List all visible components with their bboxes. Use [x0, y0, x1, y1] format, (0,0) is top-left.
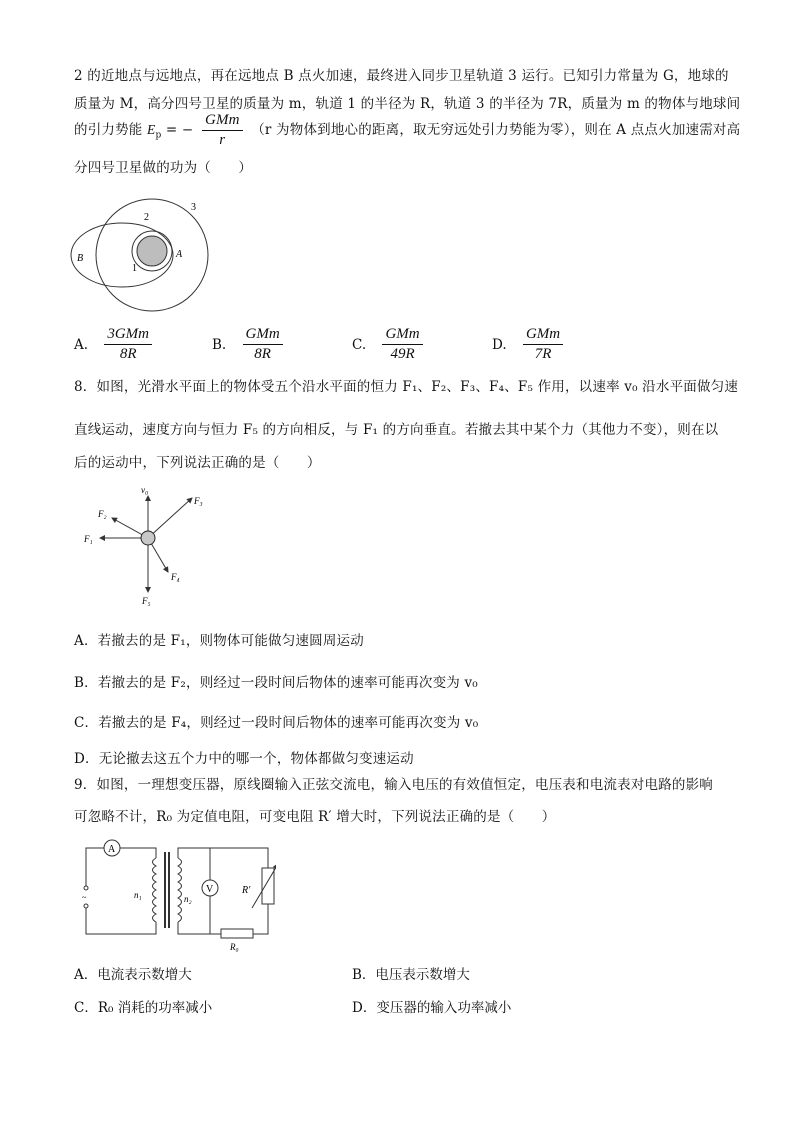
earth-shape [137, 236, 167, 266]
ep-denominator: r [219, 132, 226, 148]
secondary-coil [178, 858, 182, 922]
label-f5: F₅ [142, 596, 151, 606]
label-f2: F₂ [98, 509, 107, 519]
orbit-diagram [70, 195, 230, 315]
q7-text-line-1: 2 的近地点与远地点，再在远地点 B 点火加速，最终进入同步卫星轨道 3 运行。已知引力常量为 G，地球的 [74, 68, 729, 84]
voltmeter-label: V [206, 884, 214, 895]
option-letter: B. [212, 336, 227, 353]
fixed-resistor-r0 [221, 929, 253, 938]
orbit-label-2: 2 [144, 212, 149, 223]
option-denominator: 8R [254, 346, 271, 362]
q8-option-a[interactable]: A．若撤去的是 F₁，则物体可能做匀速圆周运动 [74, 633, 364, 649]
option-fraction [104, 326, 152, 363]
label-f3: F₃ [194, 496, 203, 506]
q7-option-d[interactable] [492, 326, 567, 363]
option-letter: C. [352, 336, 367, 353]
q7-option-b[interactable] [212, 326, 287, 363]
q8-text-line-3: 后的运动中，下列说法正确的是（ ） [74, 455, 321, 471]
label-f4: F₄ [171, 572, 180, 582]
input-terminal-top [84, 886, 88, 890]
q7-option-c[interactable] [352, 326, 427, 363]
option-numerator: GMm [243, 326, 283, 345]
object-ball [141, 531, 155, 545]
q9-text-line-2: 可忽略不计，R₀ 为定值电阻，可变电阻 R′ 增大时，下列说法正确的是（ ） [74, 809, 556, 825]
q9-text-line-1: 9．如图，一理想变压器，原线圈输入正弦交流电，输入电压的有效值恒定，电压表和电流表对电路的影响 [74, 777, 713, 793]
q7-text-line-4: 分四号卫星做的功为（ ） [74, 160, 253, 176]
ep-subscript: p [155, 130, 162, 141]
label-f1: F₁ [84, 534, 93, 544]
f3-arrow [148, 498, 192, 538]
q7-text-line-3 [74, 112, 740, 149]
point-label-B: B [77, 253, 84, 264]
option-fraction [243, 326, 283, 363]
option-numerator: GMm [382, 326, 422, 345]
q8-option-c[interactable]: C．若撤去的是 F₄，则经过一段时间后物体的速率可能再次变为 v₀ [74, 715, 479, 731]
option-fraction [523, 326, 563, 363]
option-letter: D. [492, 336, 507, 353]
ep-numerator: GMm [202, 112, 243, 131]
q9-option-a[interactable]: A．电流表示数增大 [74, 967, 192, 983]
ammeter-label: A [108, 844, 116, 855]
option-denominator: 8R [119, 346, 137, 362]
option-numerator: 3GMm [104, 326, 152, 345]
q8-option-b[interactable]: B．若撤去的是 F₂，则经过一段时间后物体的速率可能再次变为 v₀ [74, 675, 478, 691]
q9-option-b[interactable]: B．电压表示数增大 [352, 967, 470, 983]
input-terminal-bottom [84, 904, 88, 908]
ep-equals: = − [165, 122, 194, 138]
label-v0: v₀ [141, 485, 149, 495]
q7-text-line-2: 质量为 M，高分四号卫星的质量为 m，轨道 1 的半径为 R，轨道 3 的半径为 7R，质量为 m 的物体与地球间 [74, 96, 741, 112]
ep-fraction [202, 112, 243, 149]
option-denominator: 7R [534, 346, 552, 362]
orbit-label-3: 3 [191, 202, 196, 213]
transformer-circuit [76, 838, 276, 952]
option-letter: A. [74, 336, 89, 353]
q8-text-line-2: 直线运动，速度方向与恒力 F₅ 的方向相反，与 F₁ 的方向垂直。若撤去其中某个力（其他力不变），则在以 [74, 422, 719, 438]
r0-label: R₀ [230, 942, 239, 952]
ep-symbol: E [147, 122, 156, 137]
q9-option-d[interactable]: D．变压器的输入功率减小 [352, 1000, 512, 1016]
orbit-label-1: 1 [132, 263, 137, 274]
q8-text-line-1: 8．如图，光滑水平面上的物体受五个沿水平面的恒力 F₁、F₂、F₃、F₄、F₅ 作用，以速率 v₀ 沿水平面做匀速 [74, 379, 739, 395]
ac-source-icon: ~ [82, 893, 87, 902]
option-numerator: GMm [523, 326, 563, 345]
q7-line3-suffix: （r 为物体到地心的距离，取无穷远处引力势能为零），则在 A 点点火加速需对高 [251, 122, 741, 138]
q9-option-c[interactable]: C．R₀ 消耗的功率减小 [74, 1000, 213, 1016]
n2-label: n₂ [184, 894, 192, 904]
primary-coil [153, 858, 157, 922]
q7-line3-prefix: 的引力势能 [74, 122, 143, 138]
rprime-label: R′ [242, 885, 251, 896]
q8-option-d[interactable]: D．无论撤去这五个力中的哪一个，物体都做匀变速运动 [74, 751, 414, 767]
force-diagram [76, 482, 216, 612]
q7-option-a[interactable] [74, 326, 156, 363]
n1-label: n₁ [134, 890, 142, 900]
option-denominator: 49R [390, 346, 415, 362]
point-label-A: A [176, 249, 183, 260]
option-fraction [382, 326, 422, 363]
